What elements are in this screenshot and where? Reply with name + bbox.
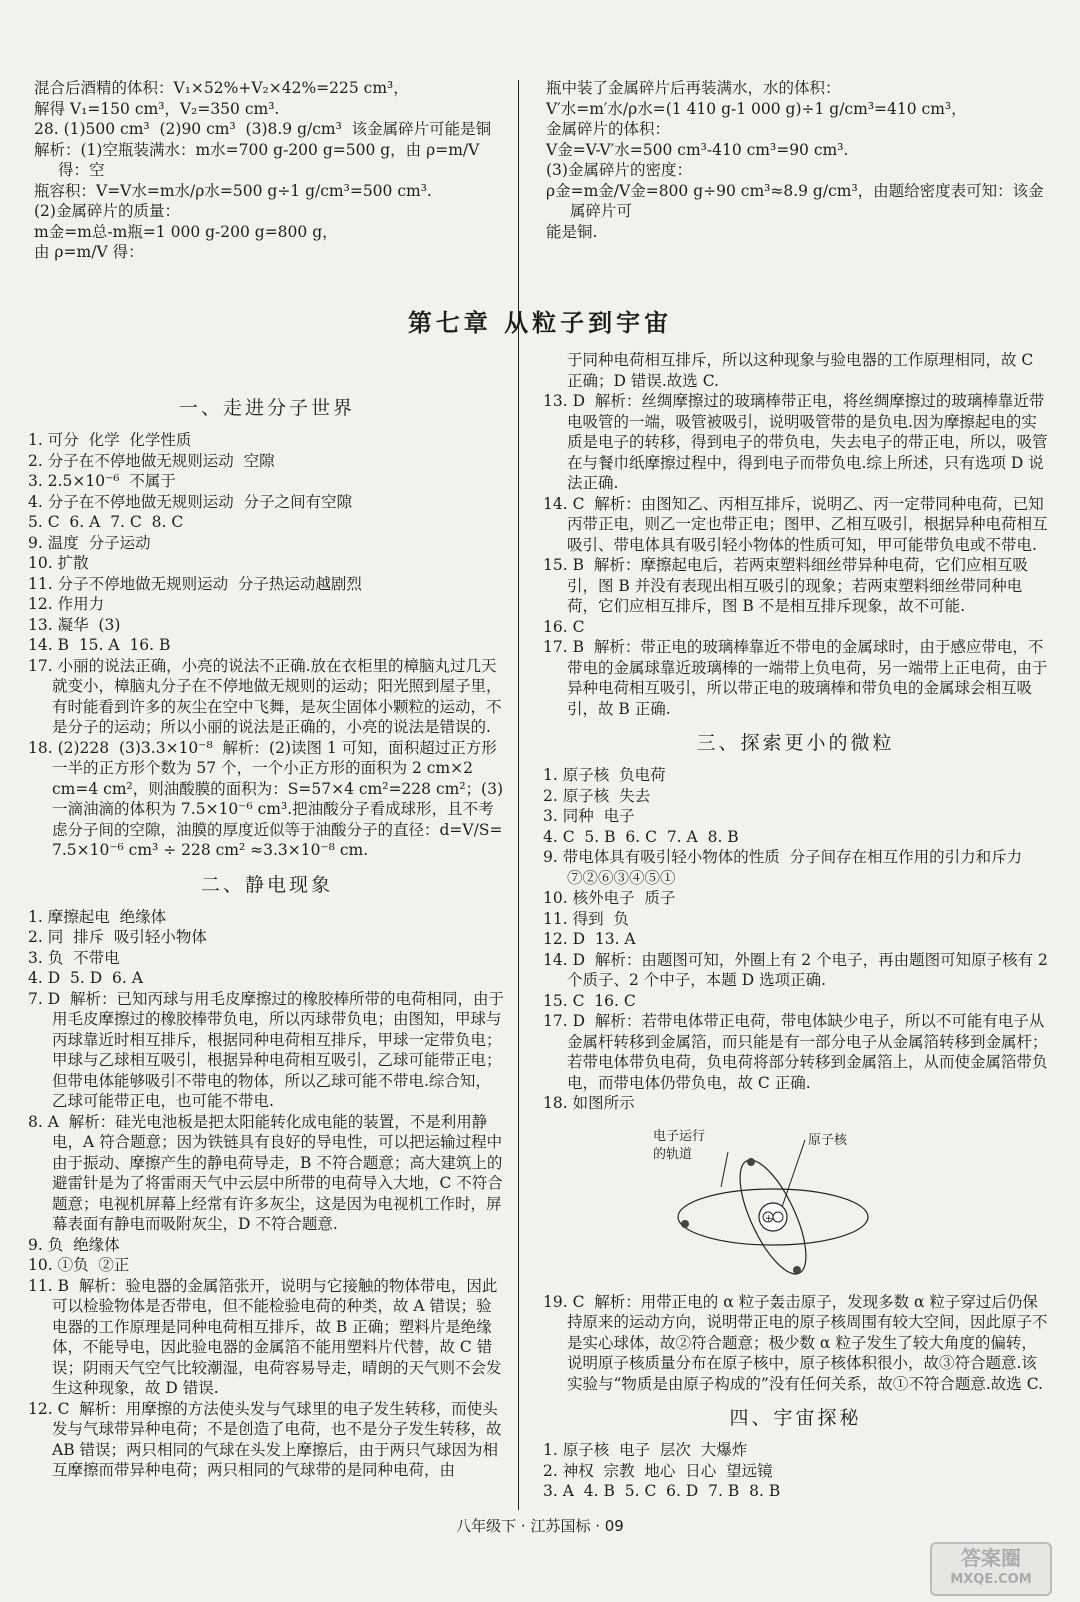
proton-sign: +: [765, 1213, 773, 1224]
answer-item: 7. D 解析：已知丙球与用毛皮摩擦过的橡胶棒所带的电荷相同，由于用毛皮摩擦过的橡胶棒带负电，所以丙球带负电；由图知，甲球与丙球靠近时相互排斥，根据同种电荷相互排斥，甲球一定带负电；甲球与乙球相互吸引，根据异种电荷相互吸引，乙球可能带正电；但带电体能够吸引不带电的物体，所以乙球可能不带电.综合知，乙球可能带正电，也可能不带电.: [28, 989, 504, 1110]
answer-item: 17. D 解析：若带电体带正电荷，带电体缺少电子，所以不可能有电子从金属杆转移到金属箔，而只能是有一部分电子从金属箔转移到金属杆；若带电体带负电荷，负电荷将部分转移到金属箔上，从而使金属箔带负电，而带电体仍带负电，故 C 正确.: [543, 1012, 1048, 1092]
solution-line: 解析：(1)空瓶装满水：m水=700 g-200 g=500 g，由 ρ=m/V 得：空: [34, 140, 485, 179]
answer-item: 10. ①负 ②正: [28, 1256, 130, 1274]
answer-item: 3. 负 不带电: [28, 948, 120, 967]
answer-item: 9. 温度 分子运动: [28, 533, 151, 552]
watermark-logo: [930, 1542, 1052, 1596]
solution-line: (2)金属碎片的质量：: [34, 202, 180, 220]
answer-item: 10. 核外电子 质子: [543, 889, 676, 907]
answer-item: 8. A 解析：硅光电池板是把太阳能转化成电能的装置，不是利用静电，A 符合题意；因为铁链具有良好的导电性，可以把运输过程中由于振动、摩擦产生的静电荷导走，B 不符合题意；高大建筑上的避雷针是为了将雷雨天气中云层中所带的电荷导入大地，C 不符合题意；电视机屏幕上经常有许多灰尘，这是因为电视机工作时，屏幕表面有静电而吸附灰尘，D 不符合题意.: [28, 1112, 503, 1233]
answer-item: 15. C 16. C: [543, 991, 636, 1010]
answer-item: 17. 小丽的说法正确，小亮的说法不正确.放在衣柜里的樟脑丸过几天就变小，樟脑丸分子在不停地做无规则的运动；阳光照到屋子里，有时能看到许多的灰尘在空中飞舞，是灰尘固体小颗粒的运动，不是分子的运动；所以小丽的说法是正确的，小亮的说法是错误的.: [28, 656, 502, 736]
orbit-label-1: 电子运行: [653, 1128, 706, 1144]
watermark-sub: MXQE.COM: [950, 1572, 1032, 1587]
answer-item: 12. C 解析：用摩擦的方法使头发与气球里的电子发生转移，而使头发与气球带异种电荷；不是创造了电荷，也不是分子发生转移，故 AB 错误；两只相同的气球在头发上摩擦后，由于两只气球因为相互摩擦而带异种电荷；两只相同的气球带的是同种电荷，由: [28, 1399, 507, 1479]
answer-item: 9. 带电体具有吸引轻小物体的性质 分子间存在相互作用的引力和斥力 ⑦②⑥③④⑤①: [543, 848, 1032, 887]
answer-item: 2. 原子核 失去: [543, 786, 651, 805]
answer-item: 1. 原子核 负电荷: [543, 766, 666, 784]
answer-item: 18. (2)228 (3)3.3×10⁻⁸ 解析：(2)读图 1 可知，面积超过正方形一半的正方形个数为 57 个，一个小正方形的面积为 2 cm×2 cm=4 cm²，则油酸膜的面积为：S=57×4 cm²=228 cm²；(3)一滴油滴的体积为 7.5×10⁻⁶ cm³.把油酸分子看成球形，且不考虑分子间的空隙，油膜的厚度近似等于油酸分子的直径：d=V/S=: [28, 738, 503, 839]
answer-item: 11. 分子不停地做无规则运动 分子热运动越剧烈: [28, 574, 362, 593]
answer-item: 2. 神权 宗教 地心 日心 望远镜: [543, 1461, 773, 1480]
right-column: [543, 350, 1053, 1502]
solution-line: 解得 V₁=150 cm³，V₂=350 cm³.: [34, 99, 280, 118]
answer-item: 2. 分子在不停地做无规则运动 空隙: [28, 451, 275, 470]
answer-item: 19. C 解析：用带正电的 α 粒子轰击原子，发现多数 α 粒子穿过后仍保持原来的运动方向，说明带正电的原子核周围有较大空间，因此原子不是实心球体，故②符合题意；极少数 α 粒子发生了较大角度的偏转，说明原子核质量分布在原子核中，原子核体积很小，故③符合题意.该实验与“物质是由原子构成的”没有任何关系，故①不符合题意.故选 C.: [543, 1292, 1048, 1393]
nucleus-pointer: [781, 1140, 805, 1210]
answer-item: 14. D 解析：由题图可知，外圈上有 2 个电子，再由题图可知原子核有 2 个质子、2 个中子，本题 D 选项正确.: [543, 950, 1053, 989]
orbit-pointer: [721, 1152, 728, 1187]
section-heading: 一、走进分子世界: [178, 397, 355, 419]
answer-item: 13. 凝华 (3): [28, 615, 121, 634]
solution-line: 瓶容积：V=V水=m水/ρ水=500 g÷1 g/cm³=500 cm³.: [34, 181, 432, 200]
answer-item: 14. C 解析：由图知乙、丙相互排斥，说明乙、丙一定带同种电荷，已知丙带正电，则乙一定也带正电；图甲、乙相互吸引，根据异种电荷相互吸引、带电体具有吸引轻小物体的性质可知，甲可能带负电或不带电.: [543, 494, 1048, 554]
electron-1: [681, 1220, 689, 1228]
answer-item: 15. B 解析：摩擦起电后，若两束塑料细丝带异种电荷，它们应相互吸引，图 B 并没有表现出相互吸引的现象；若两束塑料细丝带同种电荷，它们应相互排斥，图 B 不是相互排斥现象，故不可能.: [543, 556, 1028, 615]
solution-line: 瓶中装了金属碎片后再装满水，水的体积：: [546, 79, 841, 97]
answer-item: 14. B 15. A 16. B: [28, 636, 171, 654]
answer-item: 16. C: [543, 617, 585, 636]
solution-line: m金=m总-m瓶=1 000 g-200 g=800 g，: [34, 222, 338, 241]
solution-line: 能是铜.: [546, 222, 598, 241]
answer-item: 1. 原子核 电子 层次 大爆炸: [543, 1441, 748, 1459]
solution-line: 28. (1)500 cm³ (2)90 cm³ (3)8.9 g/cm³ 该金属碎片可能是铜: [34, 120, 492, 138]
chapter-title: 第七章 从粒子到宇宙: [407, 309, 673, 337]
answer-item: 12. D 13. A: [543, 930, 636, 948]
section-heading: 四、宇宙探秘: [729, 1407, 862, 1429]
answer-item: 1. 摩擦起电 绝缘体: [28, 907, 167, 926]
solution-line: (3)金属碎片的密度：: [546, 161, 692, 179]
answer-item: 2. 同 排斥 吸引轻小物体: [28, 928, 207, 946]
left-column: [28, 384, 506, 1481]
top-left-block: [34, 78, 499, 263]
solution-line: 混合后酒精的体积：V₁×52%+V₂×42%=225 cm³，: [34, 79, 409, 97]
answer-item: 9. 负 绝缘体: [28, 1235, 120, 1254]
solution-line: ρ金=m金/V金=800 g÷90 cm³≈8.9 g/cm³，由题给密度表可知：该金属碎片可: [546, 181, 1044, 220]
solution-line: 金属碎片的体积：: [546, 120, 671, 138]
orbit-label-2: 的轨道: [653, 1146, 693, 1162]
answer-item: 11. 得到 负: [543, 909, 629, 928]
answer-continuation: 7.5×10⁻⁶ cm³ ÷ 228 cm² ≈3.3×10⁻⁸ cm.: [52, 841, 369, 859]
solution-line: V金=V-V′水=500 cm³-410 cm³=90 cm³.: [546, 140, 849, 159]
page-footer: 八年级下 · 江苏国标 · 09: [456, 1517, 624, 1535]
answer-item: 10. 扩散: [28, 554, 89, 572]
answer-continuation: 于同种电荷相互排斥，所以这种现象与验电器的工作原理相同，故 C 正确；D 错误.故选 C.: [567, 351, 1039, 390]
answer-item: 3. 2.5×10⁻⁶ 不属于: [28, 472, 176, 490]
atom-diagram: [623, 1122, 923, 1282]
electron-3: [747, 1158, 755, 1166]
answer-item: 3. A 4. B 5. C 6. D 7. B 8. B: [543, 1482, 781, 1500]
section-heading: 二、静电现象: [200, 873, 333, 896]
section-heading: 三、探索更小的微粒: [696, 732, 895, 754]
answer-item: 4. 分子在不停地做无规则运动 分子之间有空隙: [28, 492, 353, 511]
solution-line: 由 ρ=m/V 得：: [34, 243, 144, 261]
answer-item: 5. C 6. A 7. C 8. C: [28, 513, 184, 531]
column-divider: [518, 80, 519, 1510]
answer-item: 13. D 解析：丝绸摩擦过的玻璃棒带正电，将丝绸摩擦过的玻璃棒靠近带电吸管的一端，吸管被吸引，说明吸管带的是负电.因为摩擦起电的实质是电子的转移，得到电子的带负电，失去电子的带正电，所以，吸管在与餐巾纸摩擦过程中，得到电子而带负电.综上所述，只有选项 D 说法正确.: [543, 392, 1048, 492]
watermark-main: 答案圈: [961, 1546, 1021, 1570]
proton-2: [773, 1212, 783, 1222]
solution-line: V′水=m′水/ρ水=(1 410 g-1 000 g)÷1 g/cm³=410 cm³，: [546, 99, 967, 118]
right-column-top: [543, 350, 1053, 1114]
answer-item: 17. B 解析：带正电的玻璃棒靠近不带电的金属球时，由于感应带电，不带电的金属球靠近玻璃棒的一端带上负电荷，另一端带上正电荷，由于异种电荷相互吸引，所以带正电的玻璃棒和带负电的金属球会相互吸引，故 B 正确.: [543, 638, 1048, 718]
answer-item: 18. 如图所示: [543, 1094, 635, 1112]
answer-item: 1. 可分 化学 化学性质: [28, 431, 192, 449]
top-right-block: [546, 78, 1046, 242]
answer-item: 3. 同种 电子: [543, 807, 635, 825]
nucleus-label: 原子核: [808, 1132, 848, 1148]
answer-item: 4. C 5. B 6. C 7. A 8. B: [543, 827, 739, 846]
right-column-bottom: [543, 1292, 1048, 1502]
answer-item: 11. B 解析：验电器的金属箔张开，说明与它接触的物体带电，因此可以检验物体是否带电，但不能检验电荷的种类，故 A 错误；验电器的工作原理是同种电荷相互排斥，故 B 正确；塑料片是绝缘体，不能导电，因此验电器的金属箔不能用塑料片代替，故 C 错误；阴雨天气空气比较潮湿，电荷容易导走，晴朗的天气则不会发生这种现象，故 D 错误.: [28, 1276, 502, 1397]
answer-item: 4. D 5. D 6. A: [28, 969, 143, 987]
electron-2: [793, 1266, 801, 1274]
answer-item: 12. 作用力: [28, 595, 105, 613]
